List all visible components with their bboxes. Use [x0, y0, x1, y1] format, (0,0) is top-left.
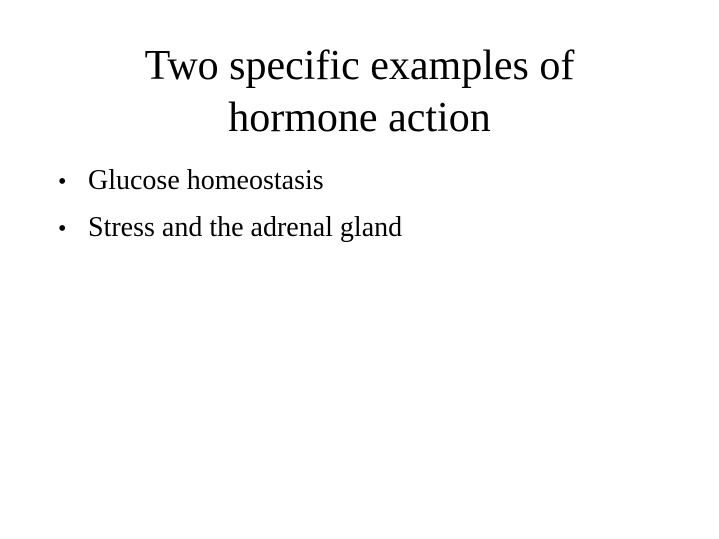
title-line-1: Two specific examples of — [144, 43, 575, 89]
bullet-item-stress — [58, 205, 402, 252]
bullet-icon: • — [58, 216, 67, 242]
bullet-text: Glucose homeostasis — [88, 165, 324, 196]
bullet-item-glucose — [58, 158, 402, 205]
title-line-2: hormone action — [228, 95, 491, 141]
slide-title — [40, 40, 679, 144]
bullet-list — [58, 158, 402, 252]
bullet-icon: • — [58, 169, 67, 195]
bullet-text: Stress and the adrenal gland — [88, 212, 403, 243]
